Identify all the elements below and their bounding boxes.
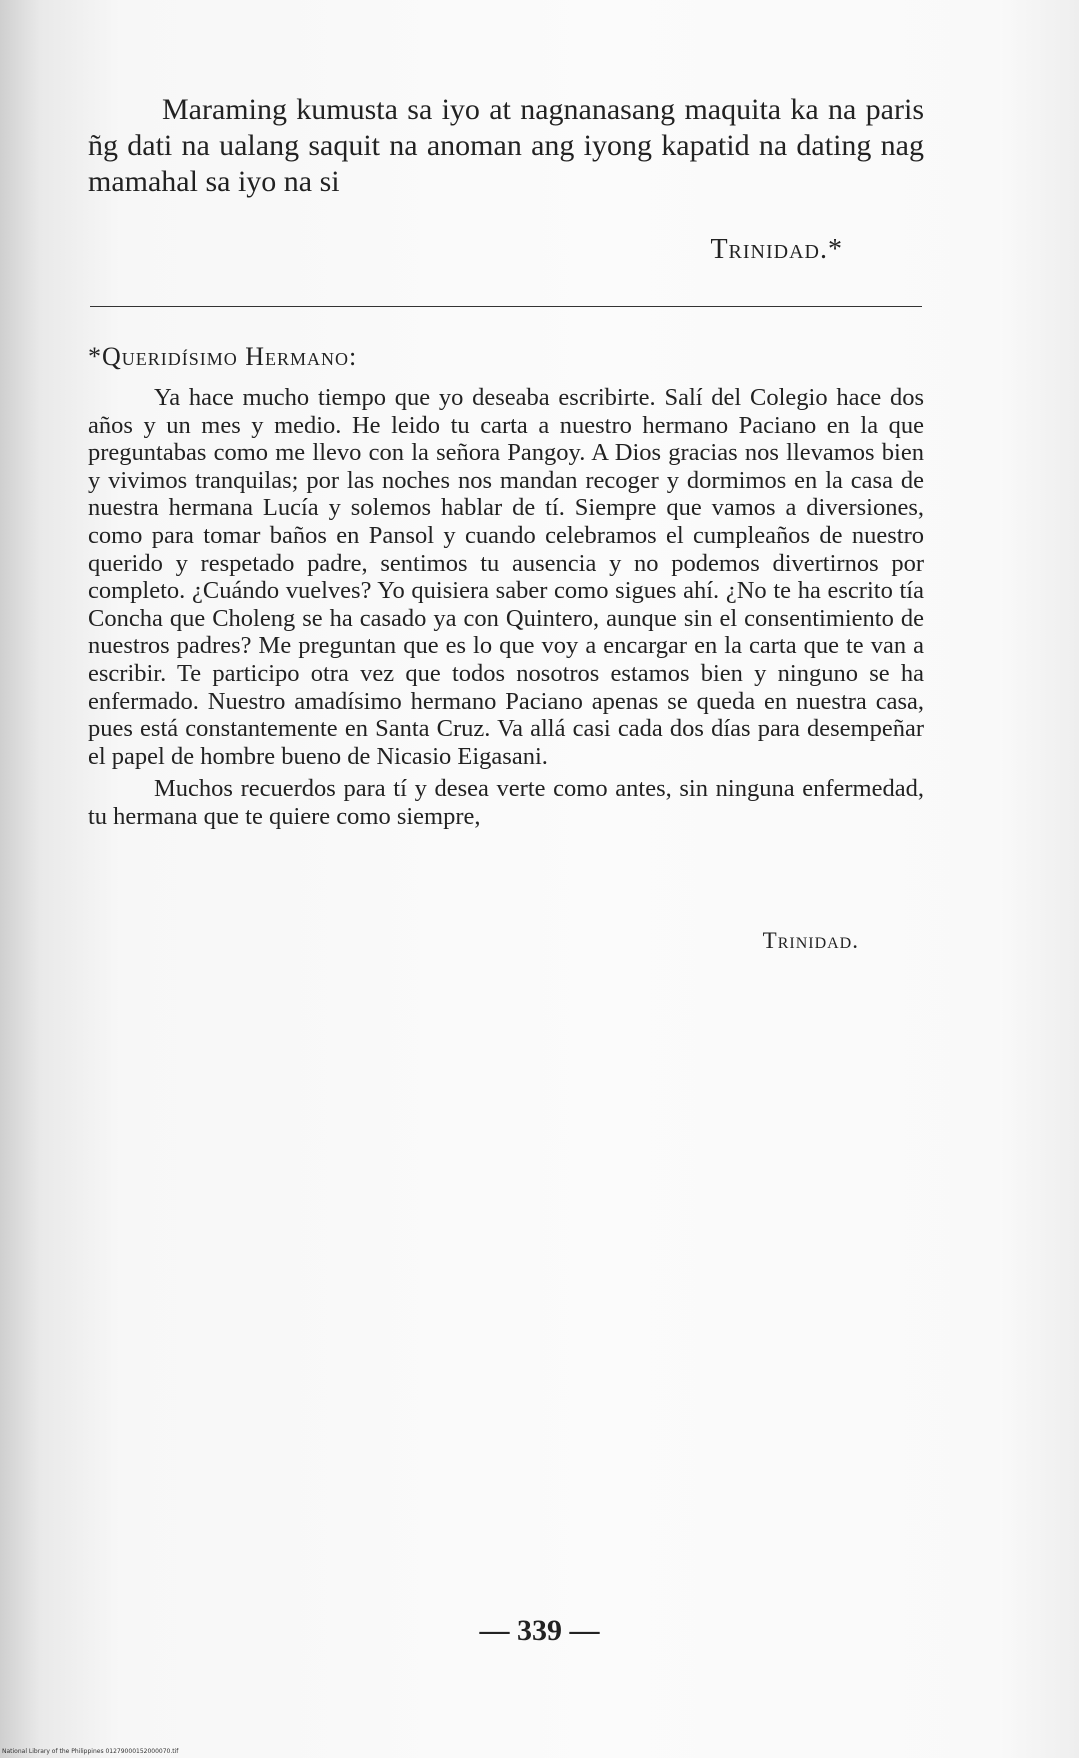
translation-salutation: *Queridísimo Hermano:	[88, 342, 358, 371]
page-number: — 339 —	[479, 1614, 600, 1647]
translation-signature: Trinidad.	[762, 928, 859, 953]
tagalog-letter-body: Maraming kumusta sa iyo at nagnanasang maquita ka na paris ñg dati na ualang saquit na anoman ang iyong kapatid na dating nag mamahal sa iyo na si	[88, 93, 924, 198]
scan-footer: National Library of the Philippines 01279000152000070.tif	[2, 1748, 179, 1755]
footnote-divider	[90, 306, 922, 307]
translation-paragraph: Ya hace mucho tiempo que yo deseaba escribirte. Salí del Colegio hace dos años y un mes y medio. He leido tu carta a nuestro hermano Paciano en la que preguntabas como me llevo con la señora Pangoy. A Dios gracias nos llevamos bien y vivimos tranquilas; por las noches nos mandan recoger y dormimos en la casa de nuestra hermana Lucía y solemos hablar de tí. Siempre que vamos a diversiones, como para tomar baños en Pansol y cuando celebramos el cumpleaños de nuestro querido y respetado padre, sentimos tu ausencia y no podemos divertirnos por completo. ¿Cuándo vuelves? Yo quisiera saber como sigues ahí. ¿No te ha escrito tía Concha que Choleng se ha casado ya con Quintero, aunque sin el consentimiento de nuestros padres? Me preguntan que es lo que voy a encargar en la carta que te van a escribir. Te participo otra vez que todos nosotros estamos bien y ninguno se ha enfermado. Nuestro amadísimo hermano Paciano apenas se queda en nuestra casa, pues está constantemente en Santa Cruz. Va allá casi cada dos días para desempeñar el papel de hombre bueno de Nicasio Eigasani.	[88, 384, 924, 770]
translation-body	[88, 384, 924, 831]
translation-paragraph: Muchos recuerdos para tí y desea verte como antes, sin ninguna enfermedad, tu hermana que te quiere como siempre,	[88, 775, 924, 830]
tagalog-letter-signature: Trinidad.*	[710, 234, 843, 265]
